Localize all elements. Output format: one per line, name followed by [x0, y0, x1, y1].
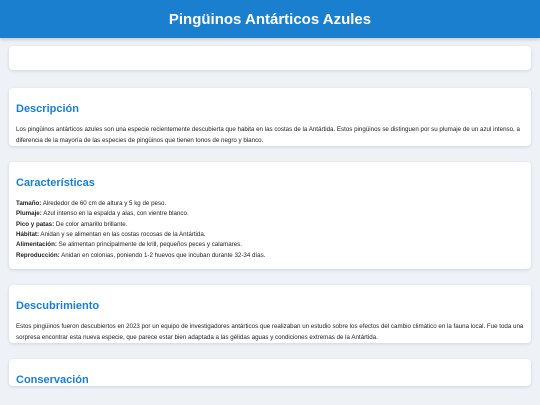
spec-label: Plumaje: — [16, 210, 42, 218]
spec-item — [16, 251, 524, 261]
section-conservacion — [9, 359, 531, 386]
spec-item — [16, 230, 524, 240]
spec-label: Reproducción: — [16, 251, 60, 259]
section-title: Descubrimiento — [16, 299, 100, 312]
section-caracteristicas — [9, 162, 531, 269]
spec-value: Alrededor de 60 cm de altura y 5 kg de peso. — [42, 200, 167, 208]
page-header — [0, 0, 540, 38]
spec-label: Pico y patas: — [16, 220, 55, 228]
spec-item — [16, 209, 524, 219]
spec-item — [16, 220, 524, 230]
section-text: Los pingüinos antárticos azules son una especie recientemente descubierta que habita en las costas de la Antártida. Estos pingüinos se distinguen por su plumaje de un azul intenso, a diferencia de la mayoría de las especies de pingüinos que tienen tonos de negro y blanco. — [16, 126, 520, 144]
spec-list — [16, 199, 524, 269]
section-title: Características — [16, 177, 95, 190]
section-descubrimiento — [9, 285, 531, 343]
spec-label: Hábitat: — [16, 231, 40, 239]
spec-value: Anidan en colonias, poniendo 1-2 huevos que incuban durante 32-34 días. — [61, 251, 266, 259]
spec-label: Alimentación: — [16, 241, 57, 249]
spec-value: De color amarillo brillante. — [55, 220, 128, 228]
spec-value: Azul intenso en la espalda y alas, con vientre blanco. — [43, 210, 189, 218]
spec-value: Se alimentan principalmente de krill, pequeños peces y calamares. — [58, 241, 242, 249]
spec-label: Tamaño: — [16, 200, 42, 208]
main-content — [0, 38, 540, 386]
spec-item — [16, 240, 524, 250]
section-descripcion — [9, 88, 531, 146]
spec-value: Anidan y se alimentan en las costas rocosas de la Antártida. — [40, 231, 206, 239]
page-title: Pingüinos Antárticos Azules — [168, 10, 372, 28]
spec-item — [16, 199, 524, 209]
section-title: Descripción — [16, 103, 79, 115]
section-title: Conservación — [16, 374, 89, 387]
section-text: Estos pingüinos fueron descubiertos en 2023 por un equipo de investigadores antárticos que realizaban un estudio sobre los efectos del cambio climático en la fauna local. Fue toda una sorpresa encontrar esta nueva especie, que parece estar bien adaptada a las gélidas aguas y condiciones extremas de la Antártida. — [16, 322, 524, 341]
empty-card — [9, 46, 531, 70]
